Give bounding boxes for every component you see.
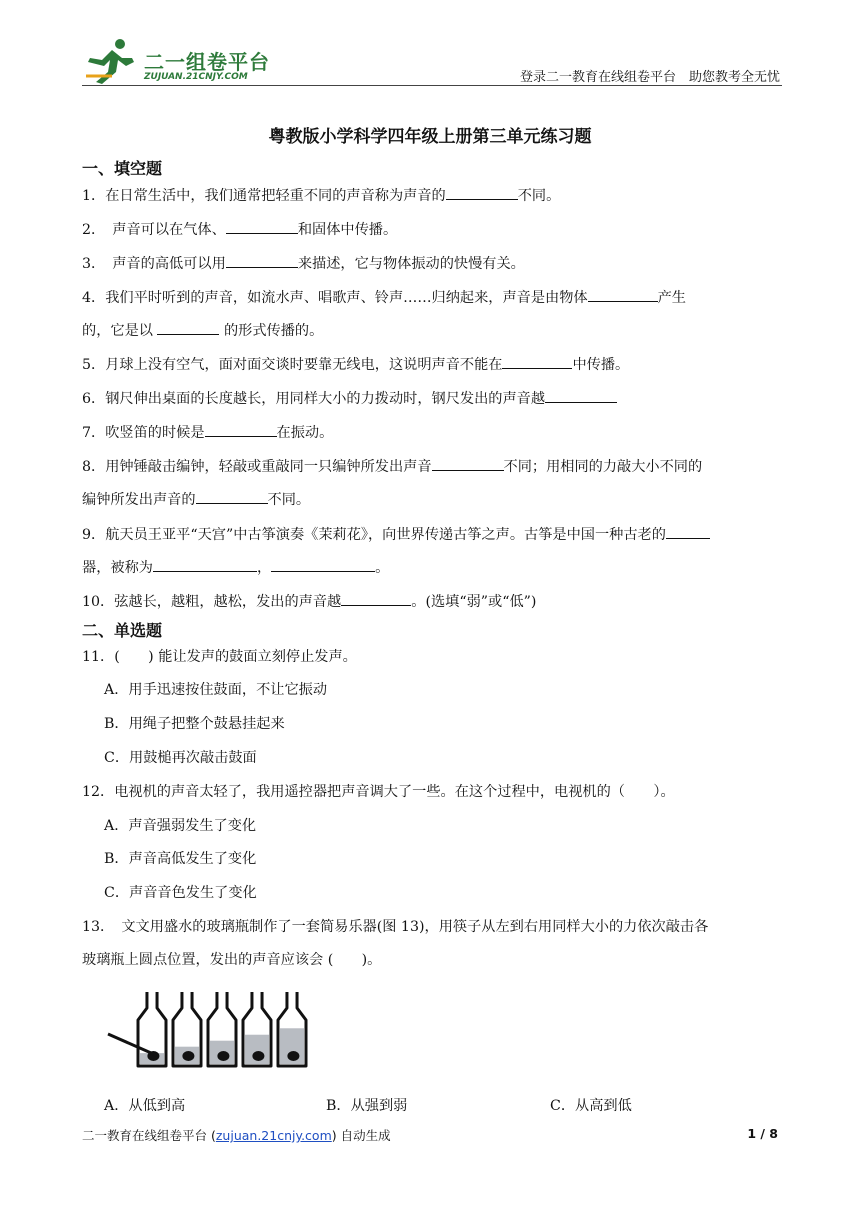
question-text: 器，被称为: [82, 560, 153, 576]
question-12-option-b: B．声音高低发生了变化: [104, 851, 257, 867]
question-2: [82, 219, 397, 239]
question-text: 不同；用相同的力敲大小不同的: [503, 459, 703, 475]
question-11-option-c: C．用鼓槌再次敲击鼓面: [104, 750, 257, 766]
page-header: [82, 30, 782, 86]
question-text: 在振动。: [276, 425, 334, 441]
question-text: 编钟所发出声音的: [82, 492, 196, 508]
answer-blank: [545, 388, 617, 403]
question-1: [82, 185, 560, 205]
logo-url: ZUJUAN.21CNJY.COM: [144, 72, 248, 82]
question-text: 产生: [657, 290, 686, 306]
question-text: 的，它是以: [82, 323, 158, 339]
answer-blank: [666, 524, 710, 539]
logo: [82, 36, 282, 86]
header-divider: [82, 85, 782, 86]
logo-text: 二一组卷平台: [144, 50, 270, 74]
glass-bottle: [243, 992, 271, 1066]
question-text: 8．用钟锤敲击编钟，轻敲或重敲同一只编钟所发出声音: [82, 459, 432, 475]
question-text: 和固体中传播。: [297, 222, 398, 238]
footer-text: ) 自动生成: [331, 1128, 391, 1143]
answer-blank: [226, 219, 298, 234]
question-text: 9．航天员王亚平“天宫”中古筝演奏《茉莉花》，向世界传递古筝之声。古筝是中国一种古老的: [82, 527, 666, 543]
question-8: [82, 456, 702, 476]
question-8-continued: [82, 489, 310, 509]
answer-blank: [432, 456, 504, 471]
answer-blank: [588, 287, 658, 302]
answer-blank: [502, 354, 572, 369]
answer-blank: [153, 557, 257, 572]
question-text: 1．在日常生活中，我们通常把轻重不同的声音称为声音的: [82, 188, 446, 204]
question-text: 中传播。: [572, 357, 630, 373]
chopstick: [108, 1034, 158, 1056]
question-12: 12．电视机的声音太轻了，我用遥控器把声音调大了一些。在这个过程中，电视机的（ ）。: [82, 784, 675, 800]
glass-bottle: [278, 992, 306, 1066]
question-text: 的形式传播的。: [219, 323, 324, 339]
question-13-continued: 玻璃瓶上圆点位置，发出的声音应该会 ( )。: [82, 952, 382, 968]
question-text: 4．我们平时听到的声音，如流水声、唱歌声、铃声……归纳起来，声音是由物体: [82, 290, 588, 306]
section-heading-single: 二、单选题: [82, 621, 163, 640]
question-text: 3． 声音的高低可以用: [82, 256, 226, 272]
question-9-continued: [82, 557, 389, 577]
answer-blank: [205, 422, 277, 437]
header-slogan: 登录二一教育在线组卷平台 助您教考全无忧: [519, 70, 780, 85]
answer-blank: [446, 185, 518, 200]
question-13-option-c: C．从高到低: [550, 1098, 632, 1114]
answer-blank: [226, 253, 298, 268]
answer-blank: [196, 489, 268, 504]
question-12-option-a: A．声音强弱发生了变化: [104, 818, 257, 834]
page-footer: [82, 1126, 391, 1144]
question-text: 来描述，它与物体振动的快慢有关。: [297, 256, 525, 272]
footer-text: 二一教育在线组卷平台 (: [82, 1128, 216, 1143]
question-text: 10．弦越长，越粗，越松，发出的声音越: [82, 594, 342, 610]
runner-logo-icon: [82, 36, 142, 84]
question-3: [82, 253, 525, 273]
question-13-option-a: A．从低到高: [104, 1098, 186, 1114]
glass-bottle: [208, 992, 236, 1066]
question-5: [82, 354, 629, 374]
answer-blank: [341, 591, 411, 606]
question-9: [82, 524, 710, 544]
glass-bottles-illustration: [106, 990, 316, 1074]
question-4-continued: [82, 320, 323, 340]
question-text: 不同。: [517, 188, 561, 204]
question-13: 13． 文文用盛水的玻璃瓶制作了一套简易乐器(图 13)，用筷子从左到右用同样大小的力依次敲击各: [82, 919, 709, 935]
section-heading-fill: 一、填空题: [82, 159, 163, 178]
question-text: 不同。: [267, 492, 311, 508]
page-title: 粤教版小学科学四年级上册第三单元练习题: [268, 127, 592, 147]
answer-blank: [157, 320, 219, 335]
question-6: [82, 388, 617, 408]
question-11: 11．( ) 能让发声的鼓面立刻停止发声。: [82, 649, 357, 665]
question-13-option-b: B．从强到弱: [326, 1098, 408, 1114]
answer-blank: [271, 557, 375, 572]
question-text: ，: [256, 560, 272, 576]
question-7: [82, 422, 333, 442]
question-4: [82, 287, 686, 307]
footer-link[interactable]: zujuan.21cnjy.com: [215, 1128, 332, 1143]
question-10: [82, 591, 536, 611]
question-text: 7．吹竖笛的时候是: [82, 425, 205, 441]
question-12-option-c: C．声音音色发生了变化: [104, 885, 257, 901]
page-number: 1 / 8: [747, 1126, 778, 1141]
question-text: 。(选填“弱”或“低”): [411, 594, 537, 610]
question-text: 2． 声音可以在气体、: [82, 222, 226, 238]
glass-bottle: [173, 992, 201, 1066]
question-text: 6．钢尺伸出桌面的长度越长，用同样大小的力拨动时，钢尺发出的声音越: [82, 391, 546, 407]
question-text: 5．月球上没有空气，面对面交谈时要靠无线电，这说明声音不能在: [82, 357, 503, 373]
question-text: 。: [375, 560, 390, 576]
bottle-figure: [106, 990, 316, 1078]
question-11-option-b: B．用绳子把整个鼓悬挂起来: [104, 716, 285, 732]
question-11-option-a: A．用手迅速按住鼓面，不让它振动: [104, 682, 328, 698]
